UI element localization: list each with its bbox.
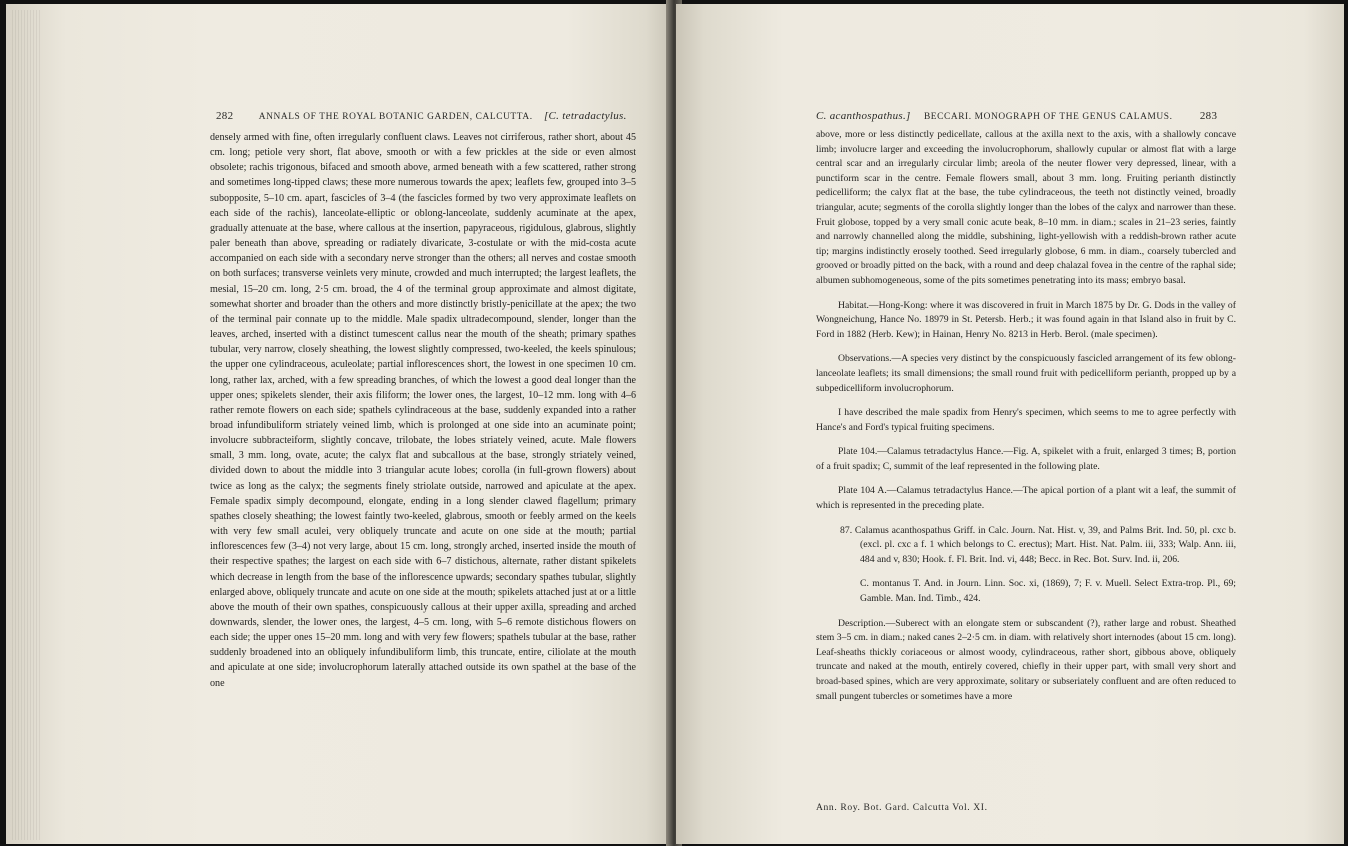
right-paragraph-synonym: C. montanus T. And. in Journ. Linn. Soc. xi, (1869), 7; F. v. Muell. Select Extra-trop. Pl., 69; Gamble. Man. Ind. Timb., 424. (860, 578, 1236, 605)
right-page-number: 283 (1199, 110, 1218, 122)
left-page (6, 4, 672, 844)
right-body-text (816, 128, 1236, 704)
left-running-title: ANNALS OF THE ROYAL BOTANIC GARDEN, CALCUTTA. (258, 112, 533, 122)
right-page-header (816, 110, 1217, 122)
right-running-title: BECCARI. MONOGRAPH OF THE GENUS CALAMUS. (923, 112, 1173, 122)
right-page (676, 4, 1344, 844)
left-body-text (210, 130, 636, 691)
left-species-tag: [C. tetradactylus. (543, 110, 627, 122)
right-paragraph-species-87: 87. Calamus acanthospathus Griff. in Calc. Journ. Nat. Hist. v, 39, and Palms Brit. Ind. 50, pl. cxc b. (excl. pl. cxc a f. 1 which belongs to C. erectus); Mart. Hist. Nat. Palm. iii, 333; Walp. Ann. iii, 484 and v, 830; Hook. f. Fl. Brit. Ind. vi, 448; Becc. in Rec. Bot. Surv. Ind. ii, 206. (840, 524, 1236, 565)
right-paragraph-plate-104a: Plate 104 A.—Calamus tetradactylus Hance.—The apical portion of a plant wit a leaf, the summit of which is represented in the preceding plate. (816, 485, 1236, 512)
left-paragraph: densely armed with fine, often irregularly confluent claws. Leaves not cirriferous, rather short, about 45 cm. long; petiole very short, flat above, smooth or with a few prickles at the side or even almost obsolete; rachis trigonous, bifaced and smooth above, armed beneath with a few scattered, rather strong and sometimes long-tipped claws; these more numerous towards the apex; leaflets few, grouped into 3–5 subopposite, 5–10 cm. apart, fascicles of 3–4 (the fascicles formed by two very approximate leaflets on each side of the rachis), lanceolate-elliptic or oblong-lanceolate, suddenly acuminate at the apex, gradually attenuate at the base, where callous at the insertion, papyraceous, rigidulous, glabrous, slightly paler beneath than above, spreading or radiately divaricate, 3-costulate or with the mid-costa acute accompanied on each side with a secondary nerve stronger than the others; all nerves and costae smooth on both surfaces; transverse veinlets very minute, crowded and much interrupted; the largest leaflets, the mesial, 15–20 cm. long, 2·5 cm. broad, the 4 of the terminal group approximate and almost digitate, somewhat shorter and broader than the others and more distinctly bristly-penicillate at the apex; the two of the terminal pair connate up to the middle. Male spadix ultradecompound, slender, longer than the leaves, arched, inserted with a distinct tumescent callus near the mouth of the sheath; primary spathes tubular, very narrow, closely sheathing, the lowest slightly compressed, two-keeled, the keels spinulous; the upper one cylindraceous, aculeolate; partial inflorescences short, the lowest in one specimen 10 cm. long, rather lax, arched, with a few spreading branches, of which the lowest a good deal longer than the upper ones; spikelets slender, their axis filiform; the lower ones, the largest, 10–12 mm. long with 4–6 rather remote flowers on each side; spathels cylindraceous at the base, suddenly expanded into a rather broad infundibuliform striately veined limb, which is prolonged at one side into an acuminate point; involucre subbracteiform, slightly concave, trilobate, the lobes striately veined, acute. Male flowers small, 3 mm. long, ovate, acute; the calyx flat and subcallous at the base, strongly striately veined, divided down to about the middle into 3 triangular acute lobes; corolla (in full-grown flowers) about twice as long as the calyx; the segments finely striolate outside, narrowed and apiculate at the apex. Female spadix simply decompound, elongate, ending in a long slender clawed flagellum; primary spathes closely sheathing; the lowest faintly two-keeled, glabrous, smooth or feebly armed on the keels with very few small aculei, very obliquely truncate and acute on one side at the mouth; partial inflorescences few (3–4) not very large, about 15 cm. long, strongly arched, inserted inside the mouth of their respective spathes; the largest on each side with 6–7 distichous, alternate, rather distant spikelets which decrease in length from the base of the inflorescence upwards; secondary spathes tubular, slightly enlarged above, obliquely truncate and acute on one side at the mouth; spikelets attached just at or a little above the mouth of their own spathes, conspicuously callous at their upper axilla, spreading and arched downwards, slender, the lower ones, the largest, 4–5 cm. long, with 5–6 remote distichous flowers on each side; the upper ones 15–20 mm. long and with very few flowers; spathels tubular at the base, rather suddenly broadened into an obliquely infundibuliform limb, this truncate, entire, ciliolate at the mouth and apiculate at one side; involucrophorum laterally attached outside its own spathel at the base of the one (210, 132, 636, 689)
left-page-number: 282 (216, 110, 234, 122)
right-paragraph-habitat: Habitat.—Hong-Kong: where it was discovered in fruit in March 1875 by Dr. G. Dods in the valley of Wongneichung, Hance No. 18979 in St. Petersb. Herb.; it was found again in that Island also in fruit by C. Ford in 1882 (Herb. Kew); in Hainan, Henry No. 8213 in Herb. Berol. (male specimen). (816, 299, 1236, 340)
right-paragraph-observations: Observations.—A species very distinct by the conspicuously fascicled arrangement of its few oblong-lanceolate leaflets; its small dimensions; the small round fruit with pedicelliform perianth, propped up by a subpedicelliform involucrophorum. (816, 353, 1236, 394)
right-paragraph-description-87: Description.—Suberect with an elongate stem or subscandent (?), rather large and robust. Sheathed stem 3–5 cm. in diam.; naked canes 2–2·5 cm. in diam. with relatively short internodes (about 15 cm. long). Leaf-sheaths thickly coriaceous or almost woody, cylindraceous, rather short, gibbous above, obliquely truncate and naked at the mouth, entirely covered, chiefly in their upper part, with small very short and broad-based spines, which are very approximate, solitary or subseriately confluent and are often reduced to small pungent tubercles or sometimes have a more (816, 617, 1236, 702)
page-edge-texture (12, 10, 42, 840)
left-page-header (216, 110, 627, 122)
right-paragraph-plate-104: Plate 104.—Calamus tetradactylus Hance.—Fig. A, spikelet with a fruit, enlarged 3 times; B, portion of a fruit spadix; C, summit of the leaf represented in the following plate. (816, 446, 1236, 472)
right-species-tag: C. acanthospathus.] (816, 110, 911, 122)
right-paragraph-note: I have described the male spadix from Henry's specimen, which seems to me to agree perfectly with Hance's and Ford's typical fruiting specimens. (816, 407, 1236, 433)
right-paragraph-description: above, more or less distinctly pedicellate, callous at the axilla next to the axis, with a shallowly concave limb; involucre larger and exceeding the involucrophorum, shallowly cupular or almost flat with a large central scar and an irregularly circular limb; areola of the neuter flower very depressed, linear, with a punctiform scar in the centre. Female flowers small, about 3 mm. long. Fruiting perianth distinctly pedicelliform; the calyx flat at the base, the tube cylindraceous, the teeth not distinctly veined, broadly triangular, acute; segments of the corolla slightly longer than the lobes of the calyx and narrower than these. Fruit globose, topped by a very small conic acute beak, 8–10 mm. in diam.; scales in 21–23 series, faintly and narrowly channelled along the middle, subshining, light-yellowish with a reddish-brown rather acute tip; margins indistinctly erosely toothed. Seed irregularly globose, 6 mm. in diam., coarsely tubercled and grooved or broadly pitted on the back, with a round and deep chalazal fovea in the centre of the raphal side; albumen subhomogeneous, some of the pits sometimes penetrating into its mass; embryo basal. (816, 129, 1236, 286)
right-page-footer: Ann. Roy. Bot. Gard. Calcutta Vol. XI. (816, 802, 988, 813)
